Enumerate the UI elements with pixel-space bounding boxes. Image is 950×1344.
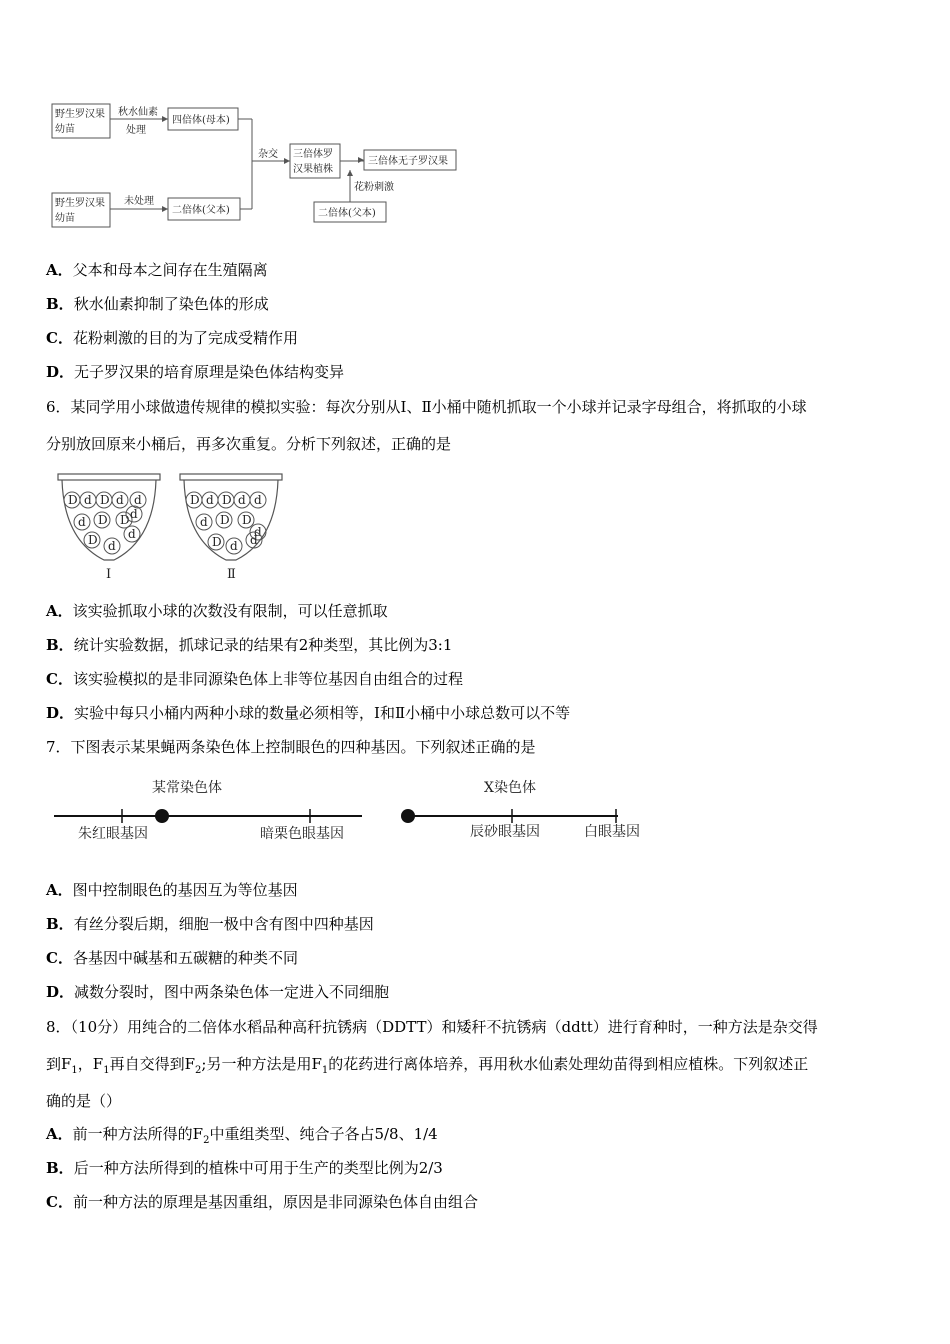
chrom1-centromere <box>155 809 169 823</box>
untreated-label: 未处理 <box>124 196 154 207</box>
colchicine-label-line1: 秋水仙素 <box>118 107 158 118</box>
q5-option-b: B．秋水仙素抑制了染色体的形成 <box>46 295 269 313</box>
tetraploid-label: 四倍体(母本) <box>172 115 230 126</box>
wild-bottom-line1: 野生罗汉果 <box>55 198 105 209</box>
ball-label-2-10: d <box>230 539 238 553</box>
gene-vermilion: 朱红眼基因 <box>78 826 148 842</box>
triploid-line2: 汉果植株 <box>293 164 333 175</box>
q8-stem-line2: 到$F_1$，$F_1$再自交得到$F_2$;另一种方法是用$F_1$的花药进行离体培养，再用秋水仙素处理幼苗得到相应植株。下列叙述正 <box>46 1055 809 1076</box>
ball-label-1-9: D <box>88 533 98 547</box>
gene-white: 白眼基因 <box>584 824 640 840</box>
ball-label-2-6: D <box>220 513 230 527</box>
chrom2-centromere <box>401 809 415 823</box>
ball-label-1-3: d <box>116 493 124 507</box>
chrom2-title: X染色体 <box>484 780 536 796</box>
ball-label-2-2: D <box>222 493 232 507</box>
diploid-father-label: 二倍体(父本) <box>172 205 230 216</box>
ball-label-1-4: d <box>134 493 142 507</box>
wild-bottom-line2: 幼苗 <box>55 213 75 224</box>
ball-label-2-0: D <box>190 493 200 507</box>
ball-label-1-1: d <box>84 493 92 507</box>
ball-label-1-10: d <box>108 539 116 553</box>
ball-label-2-8: d <box>254 525 262 539</box>
wild-top-line1: 野生罗汉果 <box>55 109 105 120</box>
q8-option-c: C．前一种方法的原理是基因重组，原因是非同源染色体自由组合 <box>46 1193 478 1211</box>
ball-label-2-11: d <box>250 533 258 547</box>
ball-label-2-3: d <box>238 493 246 507</box>
ball-label-1-11: d <box>128 527 136 541</box>
ball-label-2-4: d <box>254 493 262 507</box>
breeding-flowchart <box>46 98 466 228</box>
ball-label-2-1: d <box>206 493 214 507</box>
q8-option-b: B．后一种方法所得到的植株中可用于生产的类型比例为2/3 <box>46 1159 443 1177</box>
q7-option-d: D．减数分裂时，图中两条染色体一定进入不同细胞 <box>46 983 390 1001</box>
pollen-label: 花粉刺激 <box>354 182 394 193</box>
bucket-2-rim <box>180 474 282 480</box>
chromosome-figure <box>48 774 668 844</box>
seedless-label: 三倍体无子罗汉果 <box>368 156 448 167</box>
wild-top-line2: 幼苗 <box>55 124 75 135</box>
ball-label-1-6: D <box>98 513 108 527</box>
bucket-2-label: Ⅱ <box>227 567 236 582</box>
ball-label-1-5: d <box>78 515 86 529</box>
ball-label-2-5: d <box>200 515 208 529</box>
q8-option-a: A．前一种方法所得的$F_2$中重组类型、纯合子各占5/8、1/4 <box>46 1125 438 1146</box>
colchicine-label-line2: 处理 <box>126 125 146 136</box>
bucket-figure <box>54 470 304 582</box>
gene-dark-chestnut: 暗栗色眼基因 <box>260 826 344 842</box>
q5-option-d: D．无子罗汉果的培育原理是染色体结构变异 <box>46 363 345 381</box>
q8-stem-line1: 8．（10分）用纯合的二倍体水稻品种高秆抗锈病（DDTT）和矮秆不抗锈病（ddtt）进行育种时，一种方法是杂交得 <box>46 1018 818 1036</box>
bucket-1-rim <box>58 474 160 480</box>
gene-cinnabar: 辰砂眼基因 <box>470 824 540 840</box>
q7-option-a: A．图中控制眼色的基因互为等位基因 <box>46 881 298 899</box>
ball-label-2-9: D <box>212 535 222 549</box>
cross-label: 杂交 <box>258 149 278 160</box>
q6-option-b: B．统计实验数据，抓球记录的结果有2种类型，其比例为3:1 <box>46 636 453 654</box>
ball-label-2-7: D <box>242 513 252 527</box>
ball-label-1-8: d <box>130 507 138 521</box>
ball-label-1-7: D <box>120 513 130 527</box>
q6-option-d: D．实验中每只小桶内两种小球的数量必须相等，Ⅰ和Ⅱ小桶中小球总数可以不等 <box>46 704 571 722</box>
ball-label-1-0: D <box>68 493 78 507</box>
q6-stem-line2: 分别放回原来小桶后，再多次重复。分析下列叙述，正确的是 <box>46 435 452 453</box>
q7-stem: 7．下图表示某果蝇两条染色体上控制眼色的四种基因。下列叙述正确的是 <box>46 738 536 756</box>
triploid-line1: 三倍体罗 <box>293 149 333 160</box>
q7-option-c: C．各基因中碱基和五碳糖的种类不同 <box>46 949 298 967</box>
chrom1-title: 某常染色体 <box>152 780 222 796</box>
ball-label-1-2: D <box>100 493 110 507</box>
q5-option-c: C．花粉刺激的目的为了完成受精作用 <box>46 329 298 347</box>
bucket-1-label: Ⅰ <box>106 567 112 582</box>
q8-stem-line3: 确的是（） <box>46 1092 122 1110</box>
q6-option-c: C．该实验模拟的是非同源染色体上非等位基因自由组合的过程 <box>46 670 463 688</box>
q5-option-a: A．父本和母本之间存在生殖隔离 <box>46 261 268 279</box>
q6-option-a: A．该实验抓取小球的次数没有限制，可以任意抓取 <box>46 602 388 620</box>
diploid-father2-label: 二倍体(父本) <box>318 208 376 219</box>
q7-option-b: B．有丝分裂后期，细胞一极中含有图中四种基因 <box>46 915 374 933</box>
q6-stem-line1: 6．某同学用小球做遗传规律的模拟实验：每次分别从Ⅰ、Ⅱ小桶中随机抓取一个小球并记录字母组合，将抓取的小球 <box>46 398 807 416</box>
